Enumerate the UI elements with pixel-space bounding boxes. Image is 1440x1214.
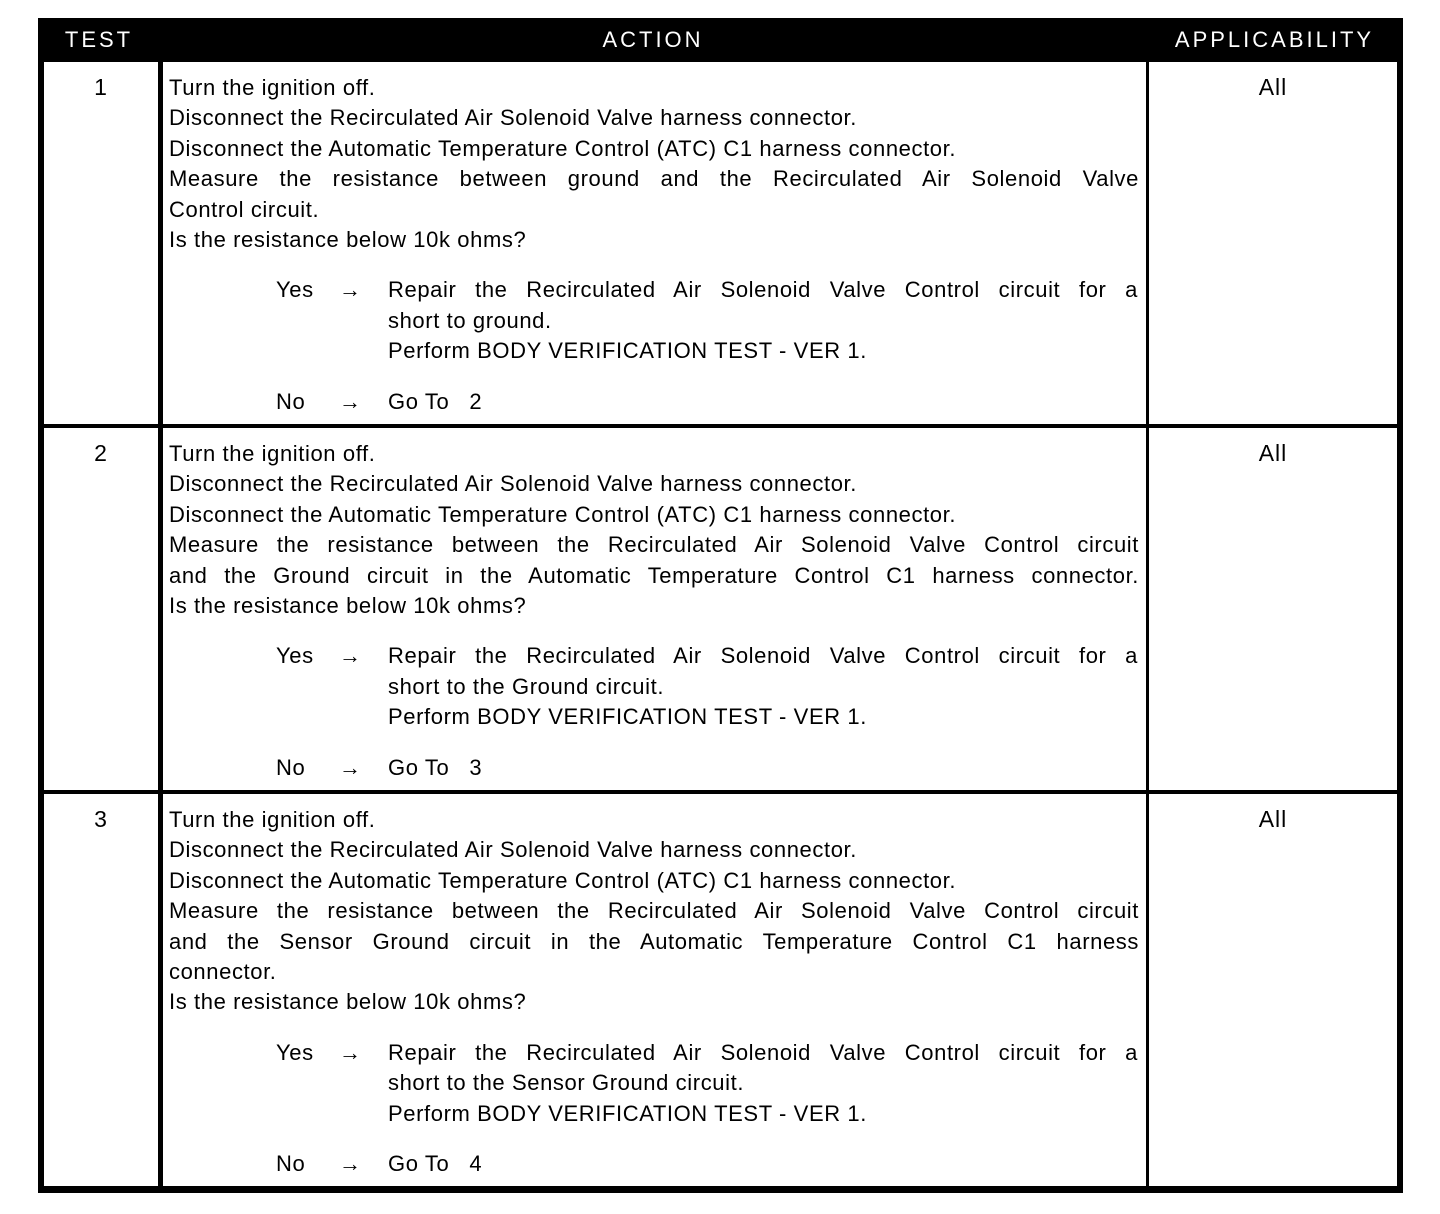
yes-response [388,1038,1138,1129]
action-line: Turn the ignition off. [169,807,376,832]
action-line: Turn the ignition off. [169,75,376,100]
yes-line: Perform BODY VERIFICATION TEST - VER 1. [388,338,867,364]
table-header [38,18,1403,62]
goto-text: Go To 4 [388,1151,483,1177]
no-label: No [276,754,306,780]
test-cell [44,428,158,790]
test-number: 2 [94,440,108,466]
action-text [169,439,1139,783]
arrow-right-icon: → [339,643,362,669]
test-number: 1 [94,74,108,100]
yes-line: short to the Ground circuit. [388,673,665,699]
yes-line: short to the Sensor Ground circuit. [388,1070,745,1096]
yes-answer [169,1038,1139,1129]
no-response [388,1149,1138,1179]
action-line: Disconnect the Automatic Temperature Control (ATC) C1 harness connector. [169,867,957,893]
goto-text: Go To 2 [388,388,483,414]
applicability-value: All [1258,74,1288,100]
yes-line: short to ground. [388,307,552,333]
action-text [169,73,1139,417]
no-response [388,387,1138,417]
no-label: No [276,1151,306,1177]
no-response [388,753,1138,783]
yes-answer [169,641,1139,732]
action-line: connector. [169,959,277,985]
arrow-right-icon: → [339,1039,362,1065]
action-line: Disconnect the Automatic Temperature Control (ATC) C1 harness connector. [169,501,957,527]
diagnostic-test-table [38,18,1403,1193]
action-line: Control circuit. [169,196,320,222]
applicability-cell [1149,794,1397,1186]
header-action: ACTION [602,27,704,52]
yes-answer [169,275,1139,366]
goto-text: Go To 3 [388,754,483,780]
applicability-cell [1149,428,1397,790]
action-cell [163,428,1146,790]
action-line: Disconnect the Recirculated Air Solenoid Valve harness connector. [169,837,857,863]
yes-line: Repair the Recirculated Air Solenoid Valve Control circuit for a [388,1039,1138,1065]
action-cell [163,62,1146,424]
no-answer [169,1149,1139,1179]
test-number: 3 [94,806,108,832]
action-text [169,805,1139,1179]
no-answer [169,753,1139,783]
action-line: Is the resistance below 10k ohms? [169,227,527,253]
applicability-cell [1149,62,1397,424]
arrow-right-icon: → [339,277,362,303]
action-line: Is the resistance below 10k ohms? [169,593,527,619]
yes-line: Perform BODY VERIFICATION TEST - VER 1. [388,1100,867,1126]
action-line: Measure the resistance between the Recirculated Air Solenoid Valve Control circuit [169,532,1139,558]
applicability-value: All [1258,440,1288,466]
header-test: TEST [64,27,134,52]
yes-label: Yes [276,277,314,303]
arrow-right-icon: → [339,1151,362,1177]
arrow-right-icon: → [339,388,362,414]
no-answer [169,387,1139,417]
action-line: Measure the resistance between ground and the Recirculated Air Solenoid Valve [169,166,1139,192]
yes-line: Repair the Recirculated Air Solenoid Valve Control circuit for a [388,643,1138,669]
action-line: Measure the resistance between the Recirculated Air Solenoid Valve Control circuit [169,898,1139,924]
test-cell [44,794,158,1186]
test-cell [44,62,158,424]
arrow-right-icon: → [339,754,362,780]
action-line: Is the resistance below 10k ohms? [169,989,527,1015]
action-line: Disconnect the Recirculated Air Solenoid Valve harness connector. [169,105,857,131]
yes-line: Perform BODY VERIFICATION TEST - VER 1. [388,704,867,730]
yes-label: Yes [276,1039,314,1065]
action-line: and the Sensor Ground circuit in the Automatic Temperature Control C1 harness [169,928,1139,954]
action-line: and the Ground circuit in the Automatic Temperature Control C1 harness connector. [169,562,1139,588]
yes-response [388,275,1138,366]
no-label: No [276,388,306,414]
action-cell [163,794,1146,1186]
yes-label: Yes [276,643,314,669]
action-line: Disconnect the Automatic Temperature Control (ATC) C1 harness connector. [169,135,957,161]
action-line: Turn the ignition off. [169,441,376,466]
action-line: Disconnect the Recirculated Air Solenoid Valve harness connector. [169,471,857,497]
yes-line: Repair the Recirculated Air Solenoid Valve Control circuit for a [388,277,1138,303]
applicability-value: All [1258,806,1288,832]
yes-response [388,641,1138,732]
header-applicability: APPLICABILITY [1174,27,1375,52]
